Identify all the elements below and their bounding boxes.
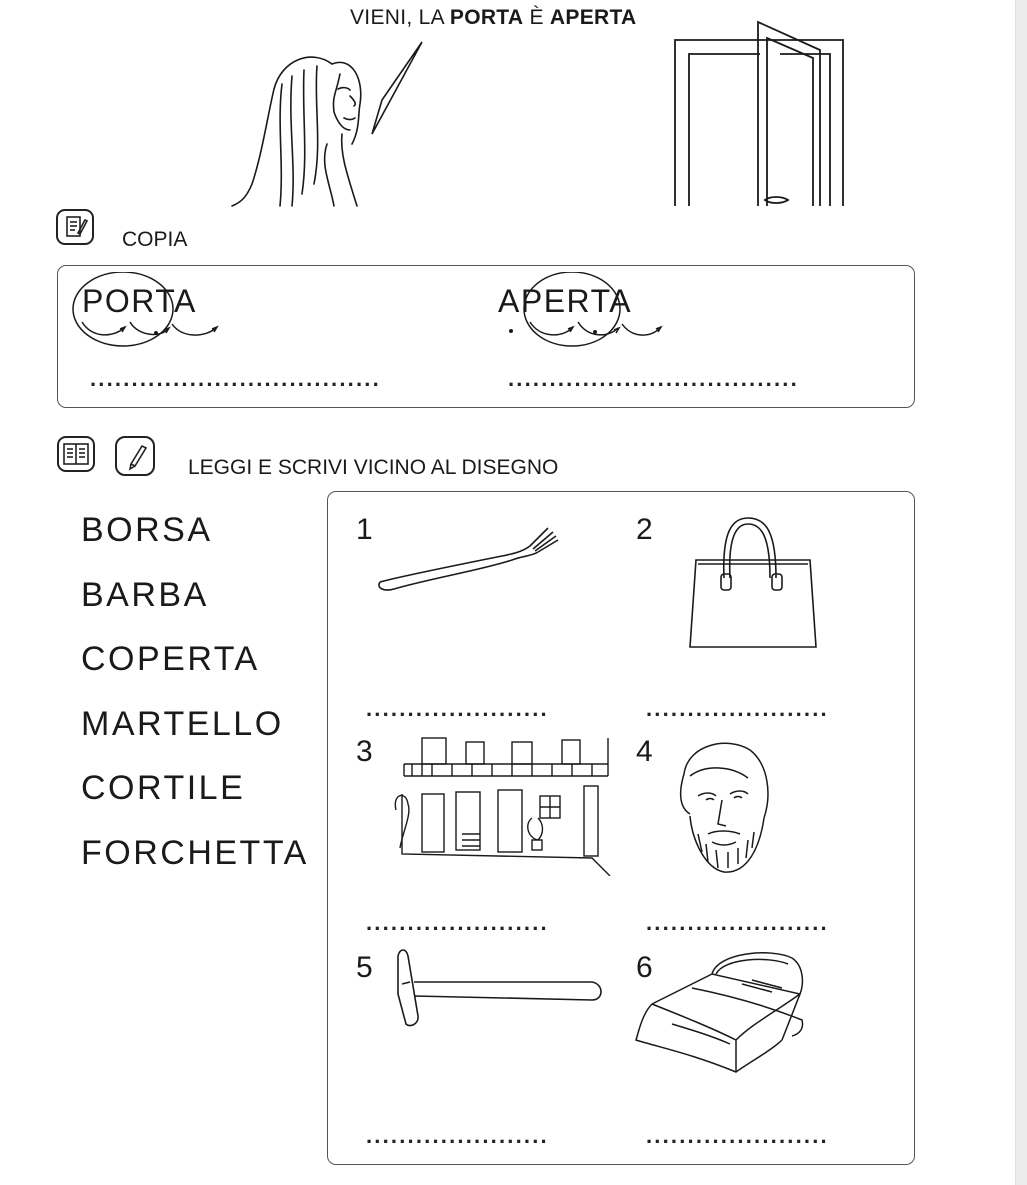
speech-word-porta: PORTA	[449, 6, 524, 29]
picture-number-3: 3	[356, 735, 373, 768]
answer-line-4[interactable]: ......................	[646, 910, 829, 935]
fork-icon	[372, 522, 562, 597]
picture-number-4: 4	[636, 735, 653, 768]
bed-icon	[632, 944, 812, 1074]
pencil-icon	[115, 436, 155, 476]
read-write-instruction: LEGGI E SCRIVI VICINO AL DISEGNO	[188, 456, 559, 479]
copy-answer-line-2[interactable]: ...................................	[508, 366, 799, 391]
bearded-man-icon	[668, 734, 778, 880]
copy-answer-line-1[interactable]: ...................................	[90, 366, 381, 391]
syllable-arcs-aperta	[500, 272, 670, 352]
syllable-por: POR	[82, 283, 156, 319]
answer-line-1[interactable]: ......................	[366, 696, 549, 721]
picture-number-5: 5	[356, 951, 373, 984]
pencil-glyph	[117, 438, 153, 474]
open-door-illustration	[670, 14, 850, 208]
handbag-icon	[686, 512, 820, 652]
word-item: CORTILE	[81, 769, 246, 807]
picture-number-2: 2	[636, 513, 653, 546]
picture-number-6: 6	[636, 951, 653, 984]
scrollbar[interactable]	[1015, 0, 1027, 1185]
answer-line-3[interactable]: ......................	[366, 910, 549, 935]
syllable-ta: TA	[155, 283, 197, 319]
picture-number-1: 1	[356, 513, 373, 546]
word-item: COPERTA	[81, 640, 260, 678]
girl-illustration	[222, 34, 432, 210]
answer-line-5[interactable]: ......................	[366, 1123, 549, 1148]
word-item: FORCHETTA	[81, 833, 309, 872]
speech-part-1: VIENI, LA	[350, 6, 450, 29]
open-book-icon	[57, 436, 95, 472]
speech-word-aperta: APERTA	[549, 6, 637, 29]
speech-text	[350, 6, 637, 30]
answer-line-6[interactable]: ......................	[646, 1123, 829, 1148]
copy-instruction: COPIA	[122, 228, 188, 251]
copy-notebook-glyph	[58, 211, 92, 243]
word-list	[81, 508, 309, 895]
hammer-icon	[388, 944, 608, 1030]
syllable-ta-2: TA	[590, 283, 633, 319]
syllable-arcs-porta	[70, 272, 230, 352]
syllable-a: A	[498, 283, 521, 319]
word-item: MARTELLO	[81, 704, 284, 743]
copy-notebook-icon	[56, 209, 94, 245]
open-book-glyph	[59, 438, 93, 470]
speech-part-2: È	[523, 6, 550, 29]
syllable-per: PER	[520, 283, 591, 319]
word-item: BORSA	[81, 511, 213, 549]
answer-line-2[interactable]: ......................	[646, 696, 829, 721]
word-item: BARBA	[81, 575, 209, 614]
courtyard-icon	[392, 734, 614, 876]
